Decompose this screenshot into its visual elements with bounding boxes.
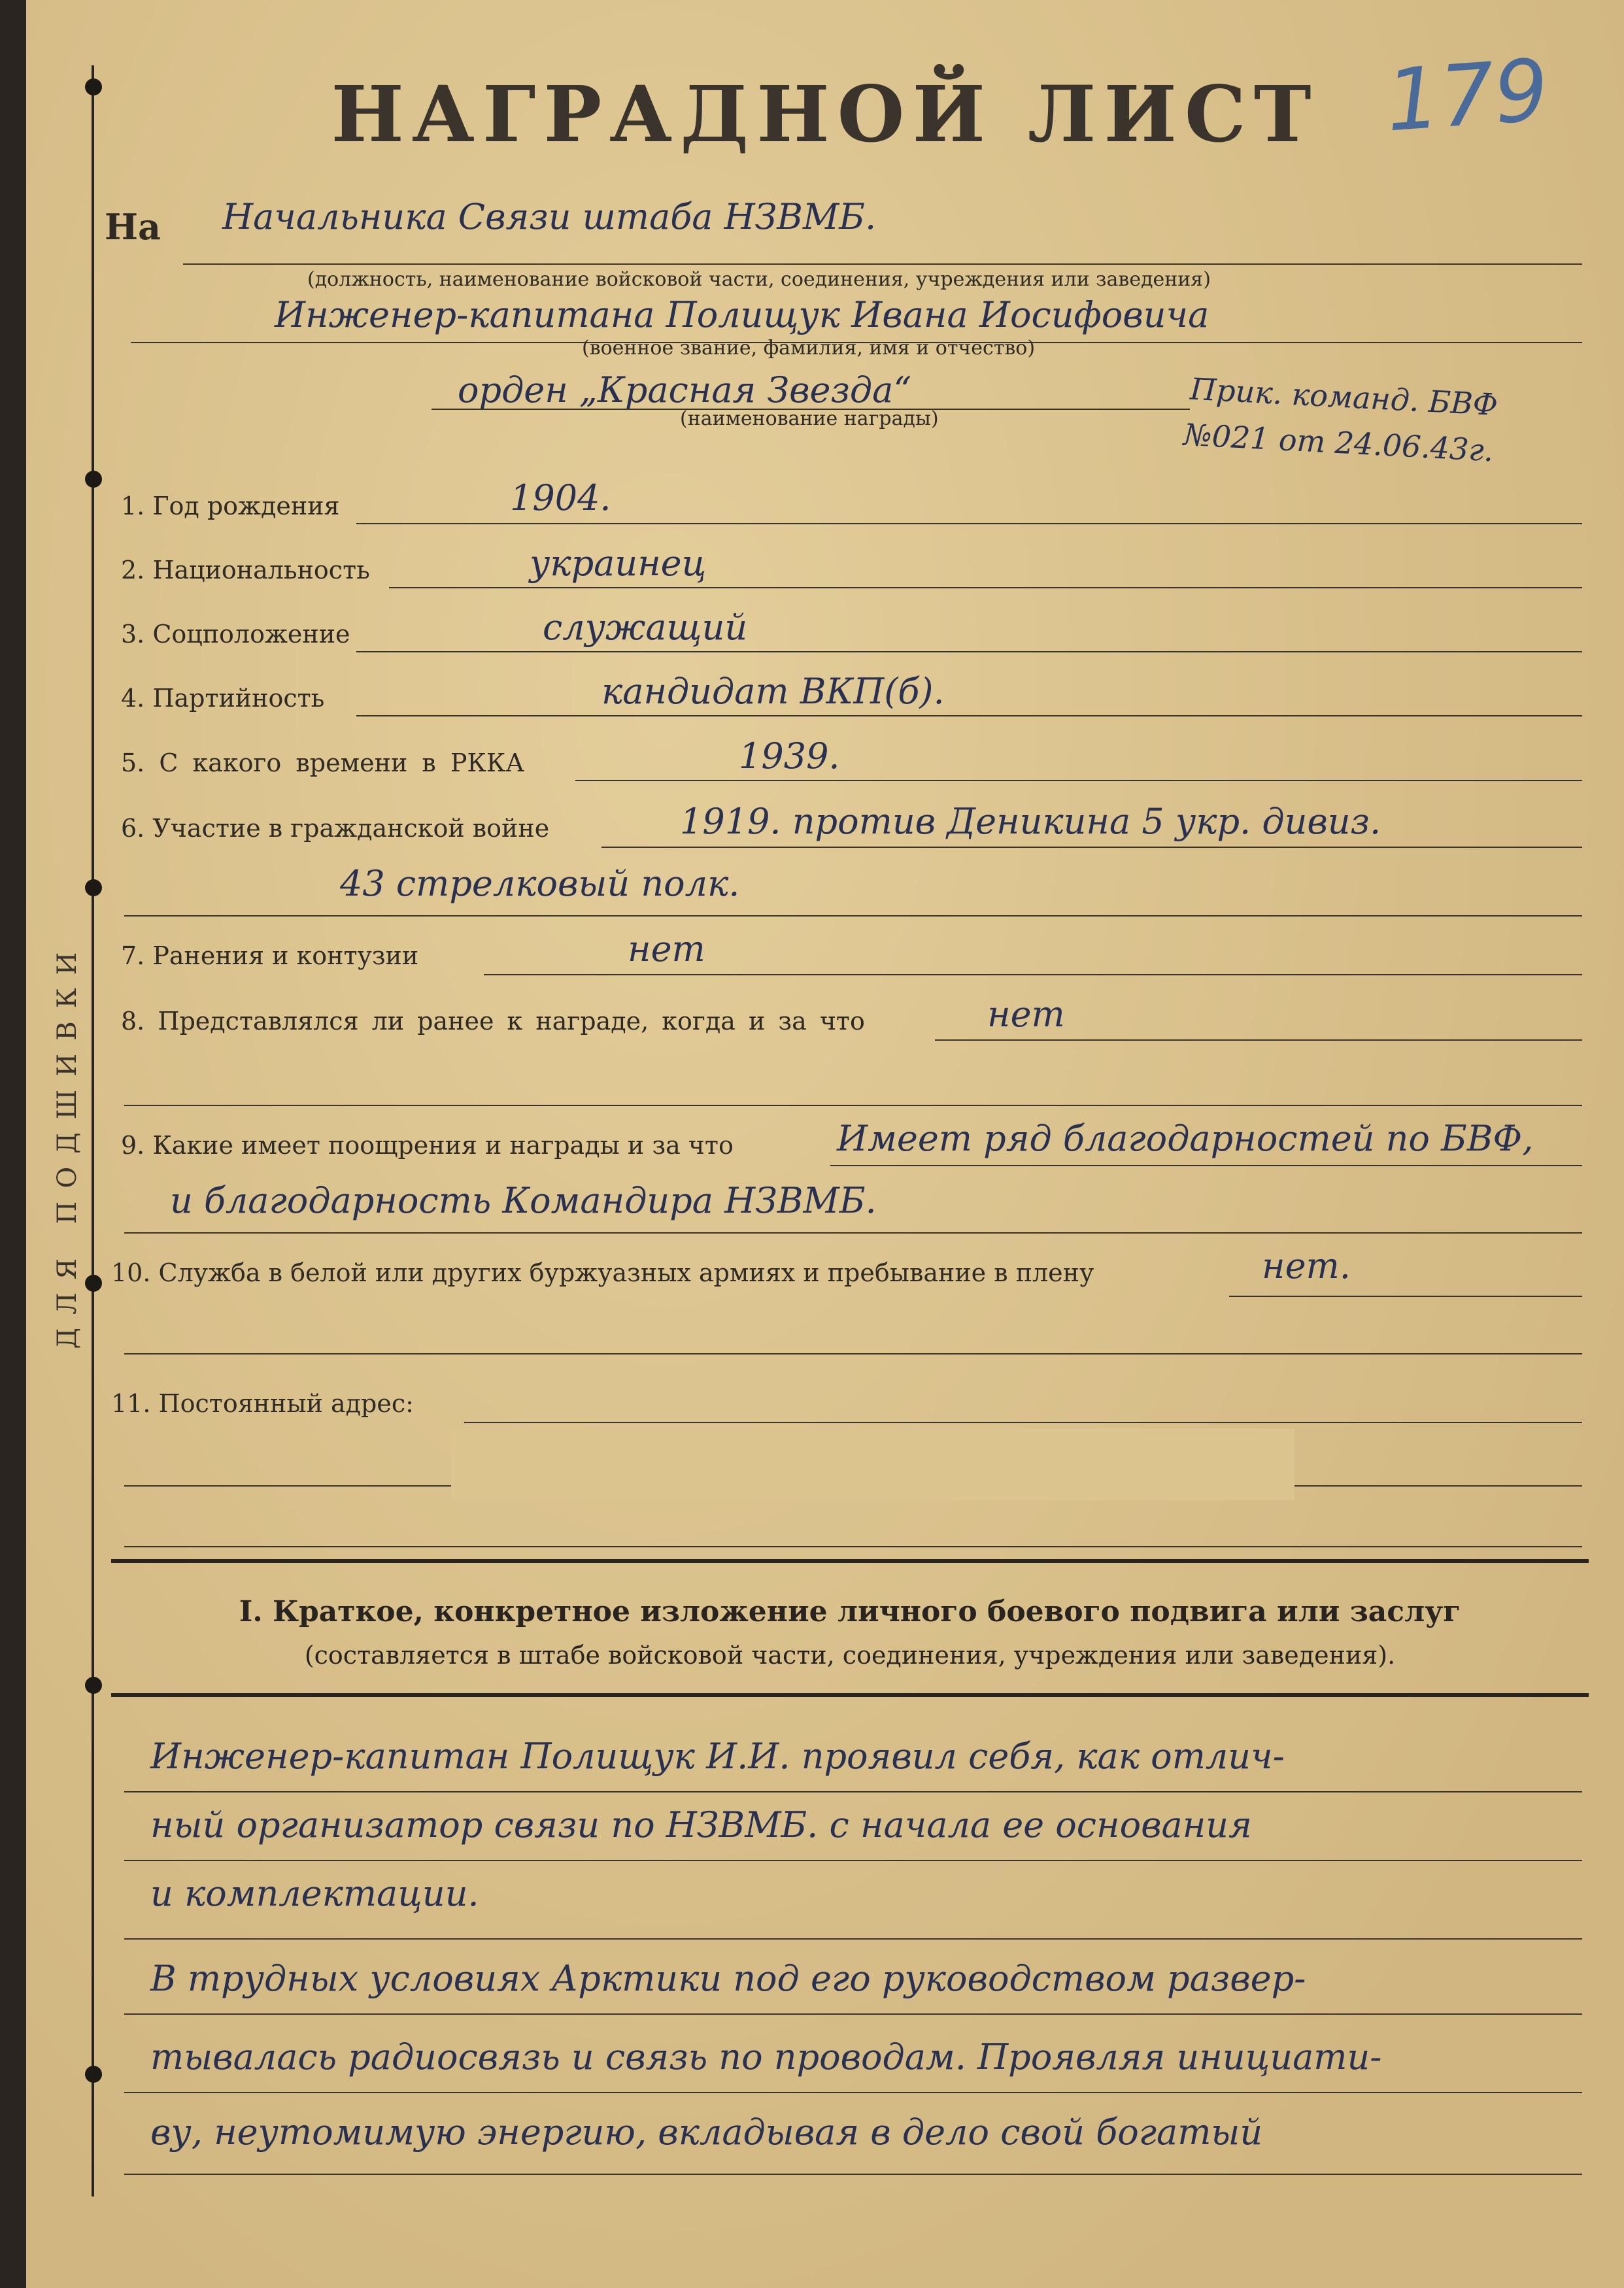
field-10-value: нет. xyxy=(1262,1245,1351,1287)
order-note-line2: №021 от 24.06.43г. xyxy=(1182,416,1495,469)
field-5-label: 5. С какого времени в РККА xyxy=(121,749,525,777)
binding-hole xyxy=(85,2066,102,2083)
field-2-value: украинец xyxy=(530,543,707,584)
section-1-subheading: (составляется в штабе войсковой части, соединения, учреждения или заведения). xyxy=(304,1641,1396,1670)
narrative-line-2: ный организатор связи по НЗВМБ. с начала ее основания xyxy=(150,1804,1252,1845)
field-8-label: 8. Представлялся ли ранее к награде, когда и за что xyxy=(121,1007,865,1035)
award-sheet xyxy=(26,0,1624,2288)
margin-label-text: ДЛЯ ПОДШИВКИ xyxy=(52,939,82,1349)
redacted-address xyxy=(451,1428,1294,1500)
field-3-label: 3. Соцположение xyxy=(121,620,350,648)
field-1-value: 1904. xyxy=(510,477,611,518)
sheet-number: 179 xyxy=(1383,40,1552,151)
field-3-value: служащий xyxy=(543,607,748,648)
rank-name-value: Инженер-капитана Полищук Ивана Иосифовича xyxy=(275,294,1210,335)
field-11-label: 11. Постоянный адрес: xyxy=(111,1389,414,1418)
narrative-line-3: и комплектации. xyxy=(150,1873,479,1914)
field-6-value-line2: 43 стрелковый полк. xyxy=(340,863,740,904)
field-8-value: нет xyxy=(987,994,1065,1035)
narrative-line-4: В трудных условиях Арктики под его руководством развер- xyxy=(150,1958,1306,1999)
binding-hole xyxy=(85,471,102,488)
field-9-value-line2: и благодарность Командира НЗВМБ. xyxy=(170,1180,877,1221)
field-6-value-line1: 1919. против Деникина 5 укр. дивиз. xyxy=(680,801,1381,842)
narrative-line-1: Инженер-капитан Полищук И.И. проявил себя, как отлич- xyxy=(150,1736,1285,1777)
order-note-line1: Прик. команд. БВФ xyxy=(1189,371,1499,423)
field-4-value: кандидат ВКП(б). xyxy=(601,671,945,712)
field-9-value-line1: Имеет ряд благодарностей по БВФ, xyxy=(837,1118,1534,1159)
binding-hole xyxy=(85,1677,102,1694)
margin-label xyxy=(38,883,97,1405)
narrative-line-6: ву, неутомимую энергию, вкладывая в дело свой богатый xyxy=(150,2111,1263,2153)
rank-name-caption: (военное звание, фамилия, имя и отчество) xyxy=(582,337,1036,360)
field-6-label: 6. Участие в гражданской войне xyxy=(121,814,550,843)
narrative-line-5: тывалась радиосвязь и связь по проводам. Проявляя инициати- xyxy=(150,2036,1382,2078)
award-caption: (наименование награды) xyxy=(680,407,939,430)
field-5-value: 1939. xyxy=(739,735,840,777)
field-7-value: нет xyxy=(628,928,705,969)
field-1-label: 1. Год рождения xyxy=(121,492,340,520)
position-value: Начальника Связи штаба НЗВМБ. xyxy=(222,196,877,237)
field-7-label: 7. Ранения и контузии xyxy=(121,941,419,970)
award-value: орден „Красная Звезда“ xyxy=(458,369,911,411)
to-label: На xyxy=(105,206,161,248)
section-1-heading: I. Краткое, конкретное изложение личного боевого подвига или заслуг xyxy=(239,1595,1461,1628)
position-caption: (должность, наименование войсковой части, соединения, учреждения или заведения) xyxy=(307,268,1211,291)
field-9-label: 9. Какие имеет поощрения и награды и за что xyxy=(121,1131,734,1160)
field-2-label: 2. Национальность xyxy=(121,556,370,584)
field-10-label: 10. Служба в белой или других буржуазных армиях и пребывание в плену xyxy=(111,1258,1094,1287)
field-4-label: 4. Партийность xyxy=(121,684,325,713)
document-title: НАГРАДНОЙ ЛИСТ xyxy=(331,69,1319,160)
